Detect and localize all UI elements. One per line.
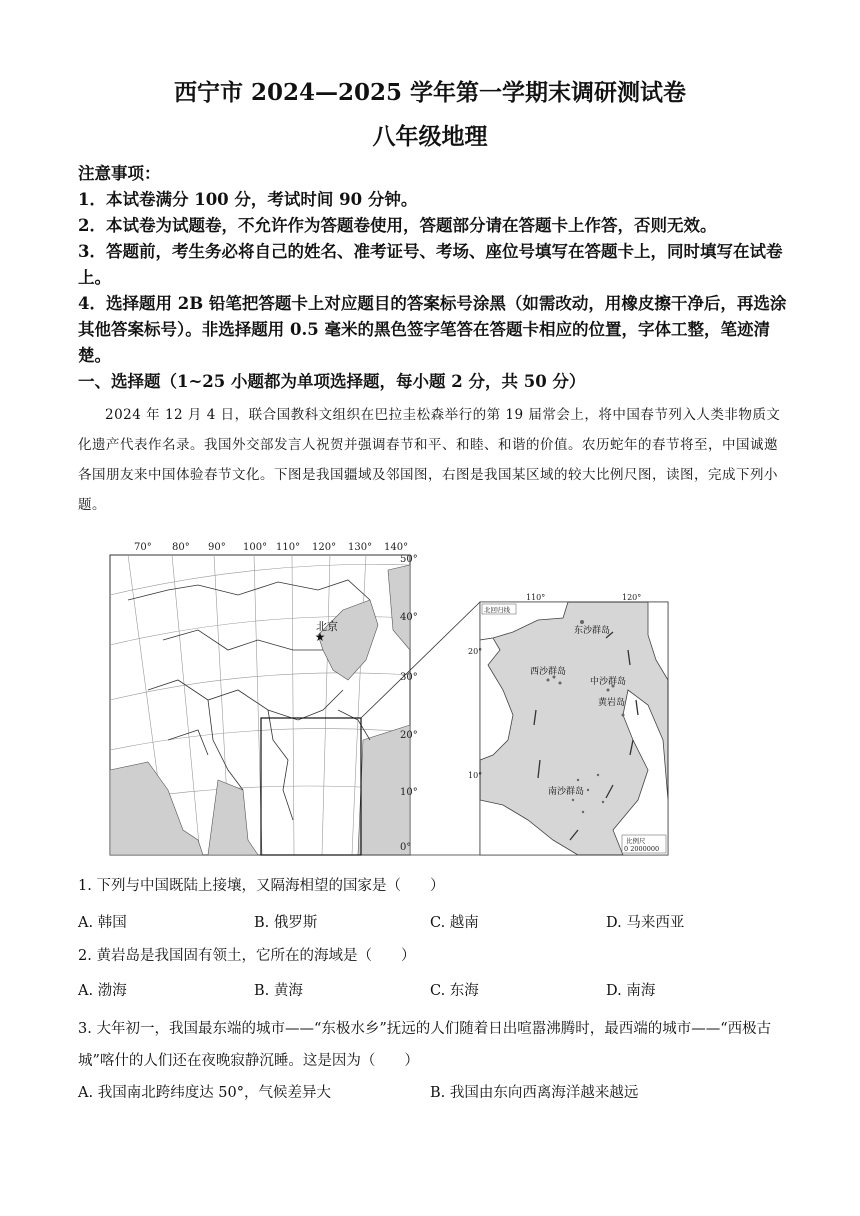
- question-1-stem: 1. 下列与中国既陆上接壤，又隔海相望的国家是（ ）: [78, 878, 445, 894]
- territory-map-figure: [108, 540, 673, 858]
- question-2-option-c[interactable]: C. 东海: [430, 983, 479, 999]
- notice-item-3: 3．答题前，考生务必将自己的姓名、准考证号、考场、座位号填写在答题卡上，同时填写在试卷上。: [78, 242, 783, 287]
- question-1-option-b[interactable]: B. 俄罗斯: [254, 915, 318, 931]
- lon-label: 100°: [243, 542, 268, 553]
- lat-label: 50°: [400, 554, 418, 565]
- island-label: 中沙群岛: [590, 677, 627, 687]
- inset-badge: 北回归线: [484, 606, 510, 614]
- lat-label: 10°: [400, 787, 418, 798]
- island-label: 黄岩岛: [598, 698, 626, 708]
- lon-label: 70°: [134, 542, 152, 553]
- lon-label: 140°: [384, 542, 409, 553]
- notice-item-2: 2．本试卷为试题卷，不允许作为答题卷使用，答题部分请在答题卡上作答，否则无效。: [78, 216, 717, 235]
- island-label: 西沙群岛: [530, 667, 567, 677]
- longitude-labels: [134, 542, 408, 553]
- scale-label: 比例尺: [626, 837, 646, 845]
- inset-lat-label: 20°: [468, 647, 483, 656]
- lat-label: 40°: [400, 612, 418, 623]
- reading-passage: 2024 年 12 月 4 日，联合国教科文组织在巴拉圭松森举行的第 19 届常会上，将中国春节列入人类非物质文化遗产代表作名录。我国外交部发言人祝贺并强调春节和平、和睦、和谐的价值。农历蛇年的春节将至，中国诚邀各国朋友来中国体验春节文化。下图是我国疆域及邻国图，右图是我国某区域的较大比例尺图，读图，完成下列小题。: [78, 407, 781, 513]
- beijing-label: 北京: [316, 620, 338, 633]
- question-2-stem: 2. 黄岩岛是我国固有领土，它所在的海域是（ ）: [78, 948, 416, 964]
- page-title: 西宁市 2024—2025 学年第一学期末调研测试卷: [173, 79, 687, 106]
- lat-label: 20°: [400, 730, 418, 741]
- question-3-option-a[interactable]: A. 我国南北跨纬度达 50°，气候差异大: [78, 1085, 331, 1101]
- lon-label: 110°: [276, 542, 301, 553]
- question-1-option-c[interactable]: C. 越南: [430, 915, 479, 931]
- island-label: 东沙群岛: [574, 626, 611, 636]
- question-2-option-a[interactable]: A. 渤海: [78, 983, 127, 999]
- lon-label: 130°: [348, 542, 373, 553]
- question-2-option-b[interactable]: B. 黄海: [254, 983, 303, 999]
- lon-label: 80°: [172, 542, 190, 553]
- island-label: 南沙群岛: [548, 787, 585, 797]
- question-3-option-b[interactable]: B. 我国由东向西离海洋越来越远: [430, 1085, 639, 1101]
- inset-lat-label: 10°: [468, 771, 483, 780]
- lon-label: 90°: [208, 542, 226, 553]
- lat-label: 0°: [400, 842, 412, 853]
- page-subtitle: 八年级地理: [372, 123, 488, 150]
- question-1-option-a[interactable]: A. 韩国: [78, 915, 127, 931]
- lat-label: 30°: [400, 672, 418, 683]
- lon-label: 120°: [312, 542, 337, 553]
- notice-item-4: 4．选择题用 2B 铅笔把答题卡上对应题目的答案标号涂黑（如需改动，用橡皮擦干净后，再选涂其他答案标号）。非选择题用 0.5 毫米的黑色签字笔答在答题卡相应的位置，字体工整，笔迹清楚。: [78, 294, 787, 365]
- inset-lon-label: 110°: [526, 593, 546, 602]
- notice-item-1: 1．本试卷满分 100 分，考试时间 90 分钟。: [78, 190, 418, 209]
- notice-heading: 注意事项：: [78, 164, 161, 183]
- question-2-option-d[interactable]: D. 南海: [606, 983, 656, 999]
- svg-text:★: ★: [314, 630, 326, 644]
- scale-value: 0 2000000: [624, 845, 660, 853]
- question-1-option-d[interactable]: D. 马来西亚: [606, 915, 685, 931]
- inset-lon-label: 120°: [622, 593, 642, 602]
- section-heading: 一、选择题（1~25 小题都为单项选择题，每小题 2 分，共 50 分）: [78, 372, 586, 391]
- question-3-stem: 3. 大年初一，我国最东端的城市——“东极水乡”抚远的人们随着日出喧嚣沸腾时，最西端的城市——“西极古城”喀什的人们还在夜晚寂静沉睡。这是因为（ ）: [78, 1021, 772, 1069]
